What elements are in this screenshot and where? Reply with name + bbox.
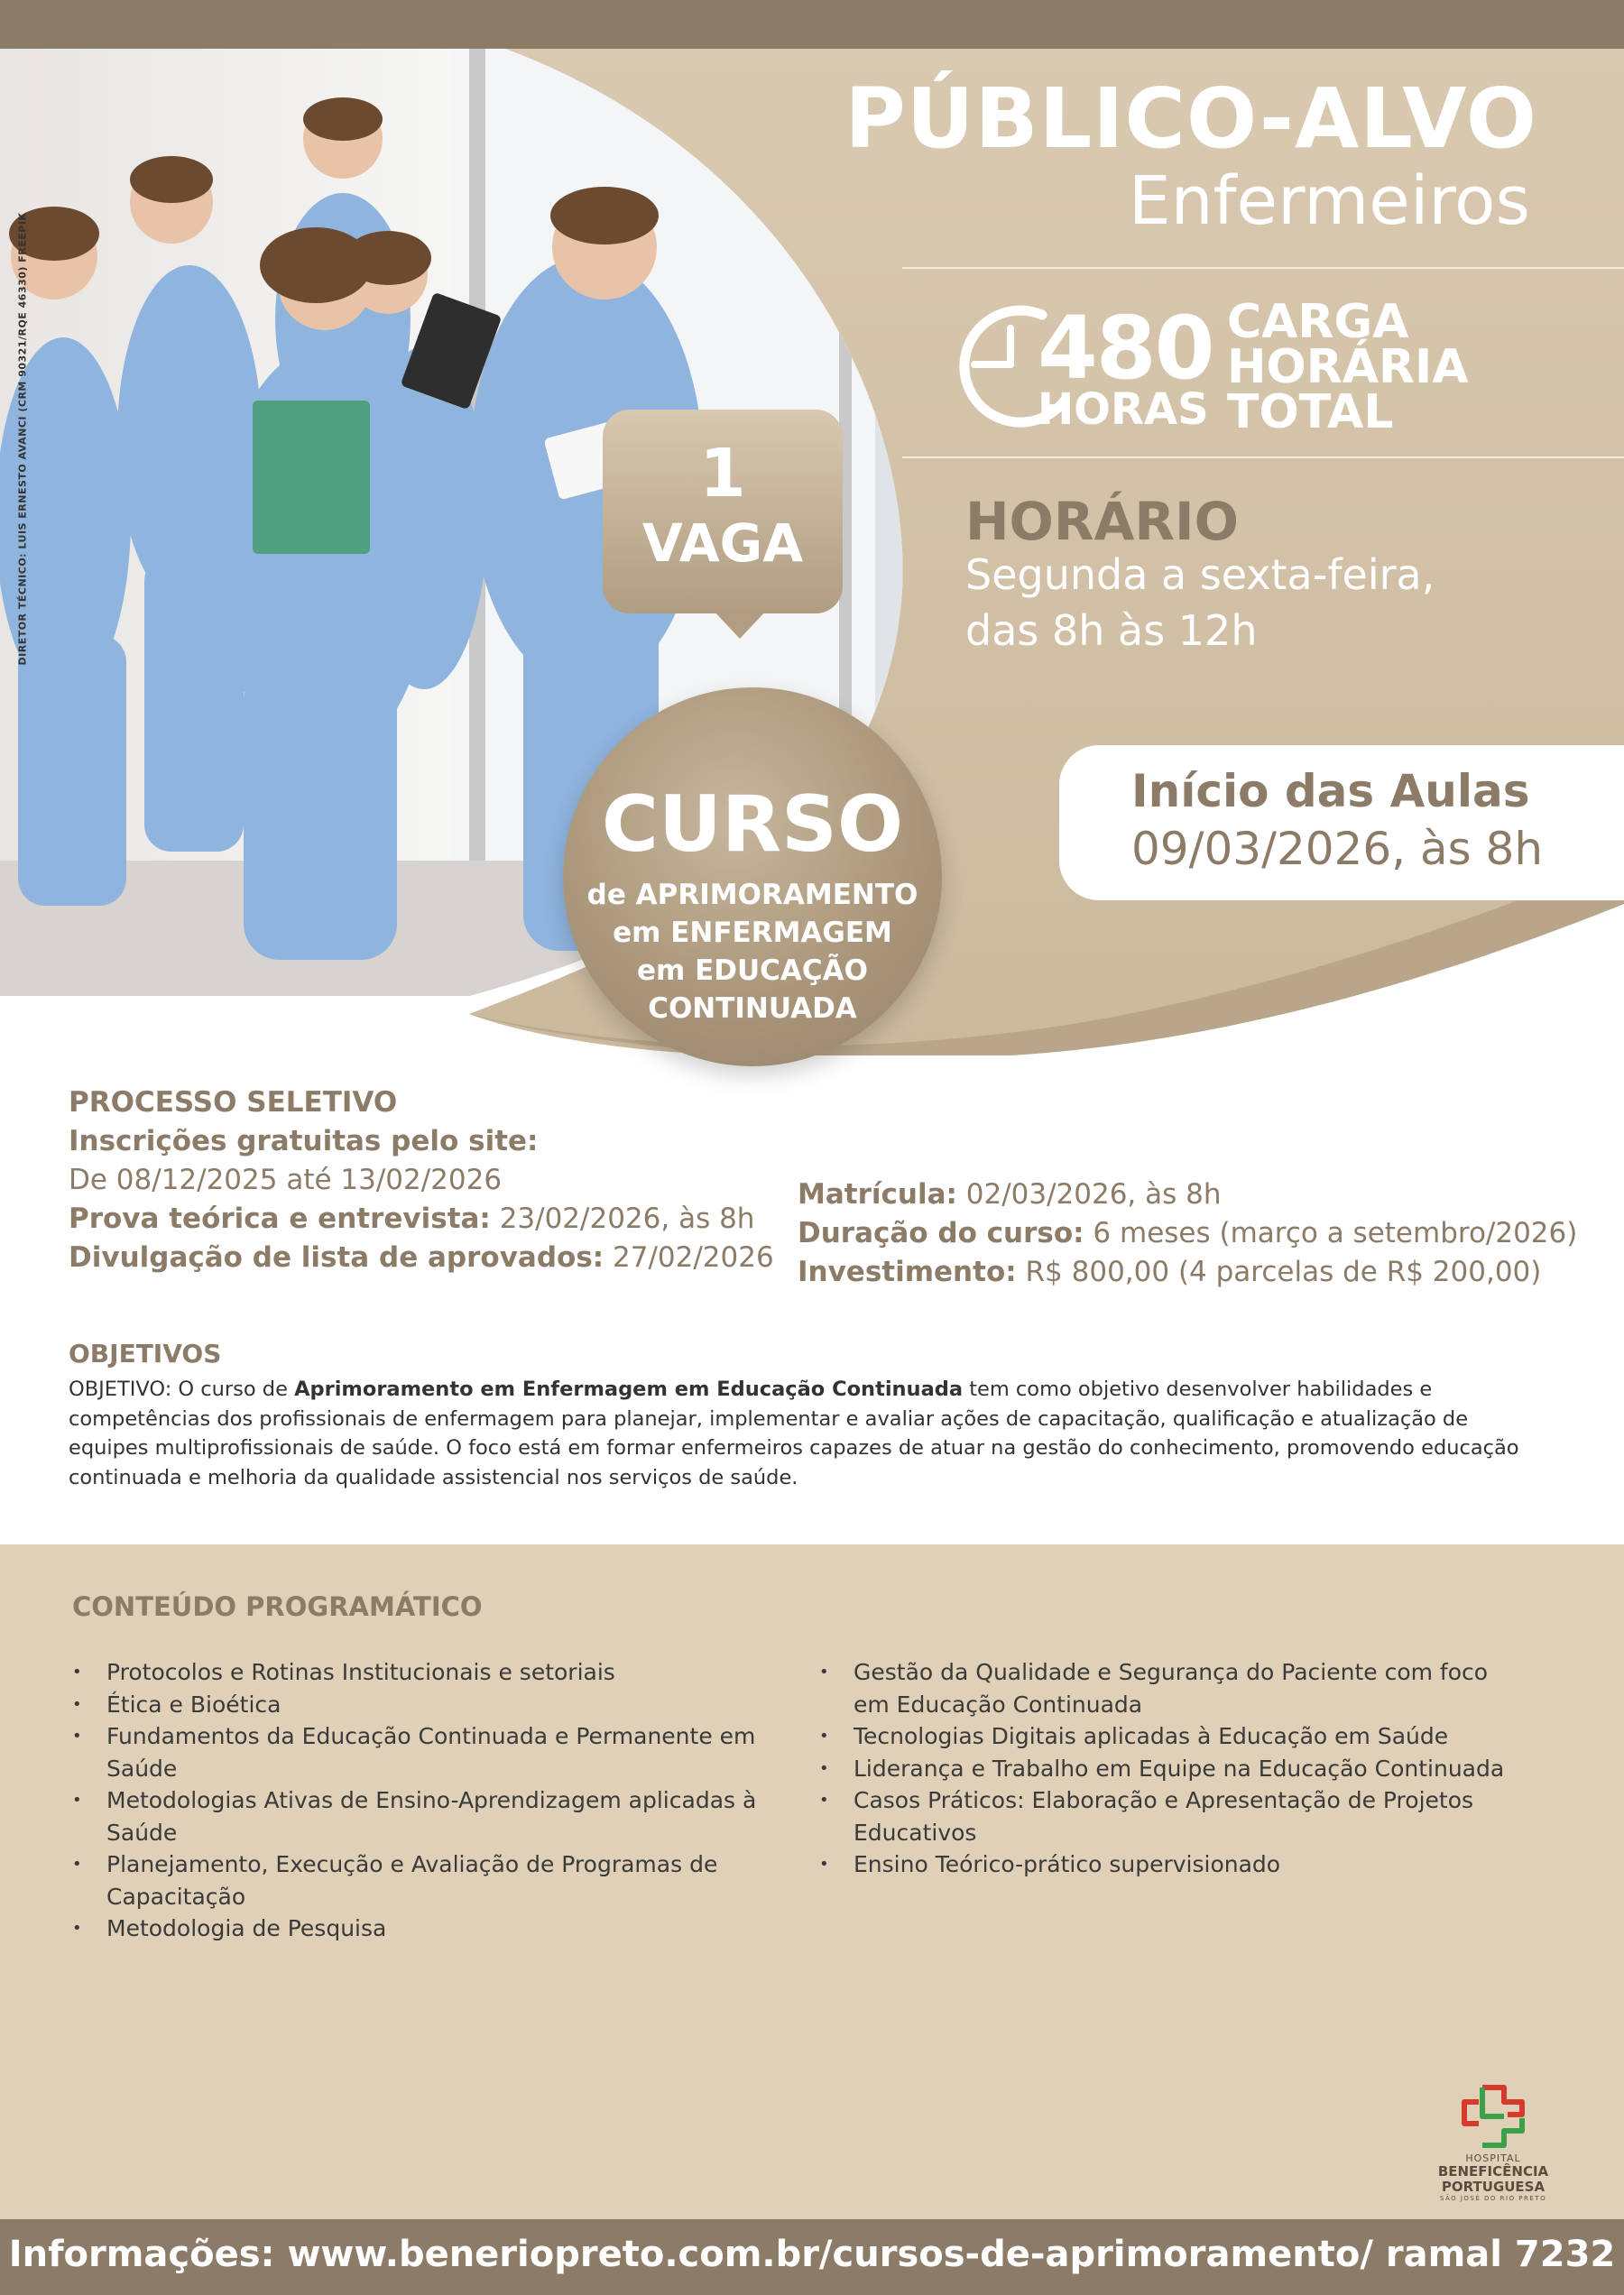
list-item: • Casos Práticos: Elaboração e Apresentação de Projetos Educativos — [819, 1784, 1523, 1848]
hero-divider — [902, 267, 1624, 269]
list-item: • Fundamentos da Educação Continuada e Permanente em Saúde — [72, 1720, 776, 1784]
inscricoes-label: Inscrições gratuitas pelo site: — [69, 1125, 539, 1157]
prova-line: Prova teórica e entrevista: 23/02/2026, às 8h — [69, 1203, 755, 1235]
curso-line-2: em ENFERMAGEM — [613, 917, 892, 949]
duracao-line: Duração do curso: 6 meses (março a setembro/2026) — [798, 1217, 1578, 1249]
list-item: • Gestão da Qualidade e Segurança do Paciente com foco em Educação Continuada — [819, 1656, 1523, 1720]
list-item: • Metodologias Ativas de Ensino-Aprendizagem aplicadas à Saúde — [72, 1784, 776, 1848]
curso-line-1: de APRIMORAMENTO — [586, 879, 918, 911]
hospital-logo — [1435, 2084, 1552, 2202]
curso-title: CURSO — [601, 779, 904, 870]
horario-title: HORÁRIO — [965, 491, 1239, 552]
processo-title: PROCESSO SELETIVO — [69, 1086, 398, 1119]
conteudo-list-left — [72, 1656, 776, 1945]
hospital-cross-icon — [1457, 2084, 1529, 2149]
logo-line-3: PORTUGUESA — [1441, 2179, 1546, 2195]
list-item: • Planejamento, Execução e Avaliação de Programas de Capacitação — [72, 1848, 776, 1912]
vaga-label: VAGA — [641, 512, 804, 574]
list-item: • Ética e Bioética — [72, 1689, 776, 1721]
carga-label-line-2: HORÁRIA — [1227, 340, 1469, 394]
conteudo-title: CONTEÚDO PROGRAMÁTICO — [72, 1591, 483, 1622]
list-item: • Tecnologias Digitais aplicadas à Educação em Saúde — [819, 1720, 1523, 1753]
list-item: • Ensino Teórico-prático supervisionado — [819, 1848, 1523, 1881]
logo-line-4: SÃO JOSÉ DO RIO PRETO — [1439, 2195, 1547, 2202]
logo-line-2: BENEFICÊNCIA — [1437, 2163, 1549, 2180]
vaga-number: 1 — [699, 435, 746, 512]
horario-line-2: das 8h às 12h — [965, 606, 1258, 655]
footer-info: Informações: www.beneriopreto.com.br/cursos-de-aprimoramento/ ramal 7232 — [8, 2234, 1616, 2275]
carga-label-line-3: TOTAL — [1227, 385, 1394, 439]
curso-line-4: CONTINUADA — [648, 992, 857, 1025]
vaga-badge-tail — [713, 610, 767, 639]
hero-divider — [902, 456, 1624, 458]
curso-line-3: em EDUCAÇÃO — [636, 954, 869, 987]
investimento-line: Investimento: R$ 800,00 (4 parcelas de R$ 200,00) — [798, 1256, 1542, 1288]
logo-line-1: HOSPITAL — [1465, 2152, 1521, 2164]
inicio-title: Início das Aulas — [1131, 765, 1530, 817]
inscricoes-value: De 08/12/2025 até 13/02/2026 — [69, 1164, 503, 1196]
top-bar — [0, 0, 1624, 49]
photo-credit: DIRETOR TÉCNICO: LUIS ERNESTO AVANCI (CRM 90321/RQE 46330) FREEPIK — [16, 212, 29, 666]
matricula-line: Matrícula: 02/03/2026, às 8h — [798, 1178, 1222, 1211]
carga-hours-number: 480 — [1038, 298, 1213, 399]
conteudo-list-right — [819, 1656, 1523, 1881]
list-item: • Liderança e Trabalho em Equipe na Educação Continuada — [819, 1753, 1523, 1785]
divulgacao-line: Divulgação de lista de aprovados: 27/02/2026 — [69, 1241, 774, 1274]
objetivos-text: OBJETIVO: O curso de Aprimoramento em Enfermagem em Educação Continuada tem como objetivo desenvolver habilidades e competências dos profissionais de enfermagem para planejar, implementar e avaliar ações de capacitação, qualificação e atualização de equipes multiprofissionais de saúde. O foco está em formar enfermeiros capazes de atuar na gestão do conhecimento, promovendo educação continuada e melhoria da qualidade assistencial nos serviços de saúde. — [69, 1378, 1519, 1489]
objetivos-title: OBJETIVOS — [69, 1339, 222, 1369]
carga-hours-unit: HORAS — [1038, 384, 1209, 435]
publico-alvo-title: PÚBLICO-ALVO — [844, 70, 1537, 167]
horario-line-1: Segunda a sexta-feira, — [965, 550, 1435, 599]
inicio-date: 09/03/2026, às 8h — [1131, 823, 1544, 875]
publico-alvo-subtitle: Enfermeiros — [1128, 162, 1530, 240]
list-item: • Metodologia de Pesquisa — [72, 1912, 776, 1945]
carga-label-line-1: CARGA — [1227, 295, 1409, 349]
list-item: • Protocolos e Rotinas Institucionais e setoriais — [72, 1656, 776, 1689]
